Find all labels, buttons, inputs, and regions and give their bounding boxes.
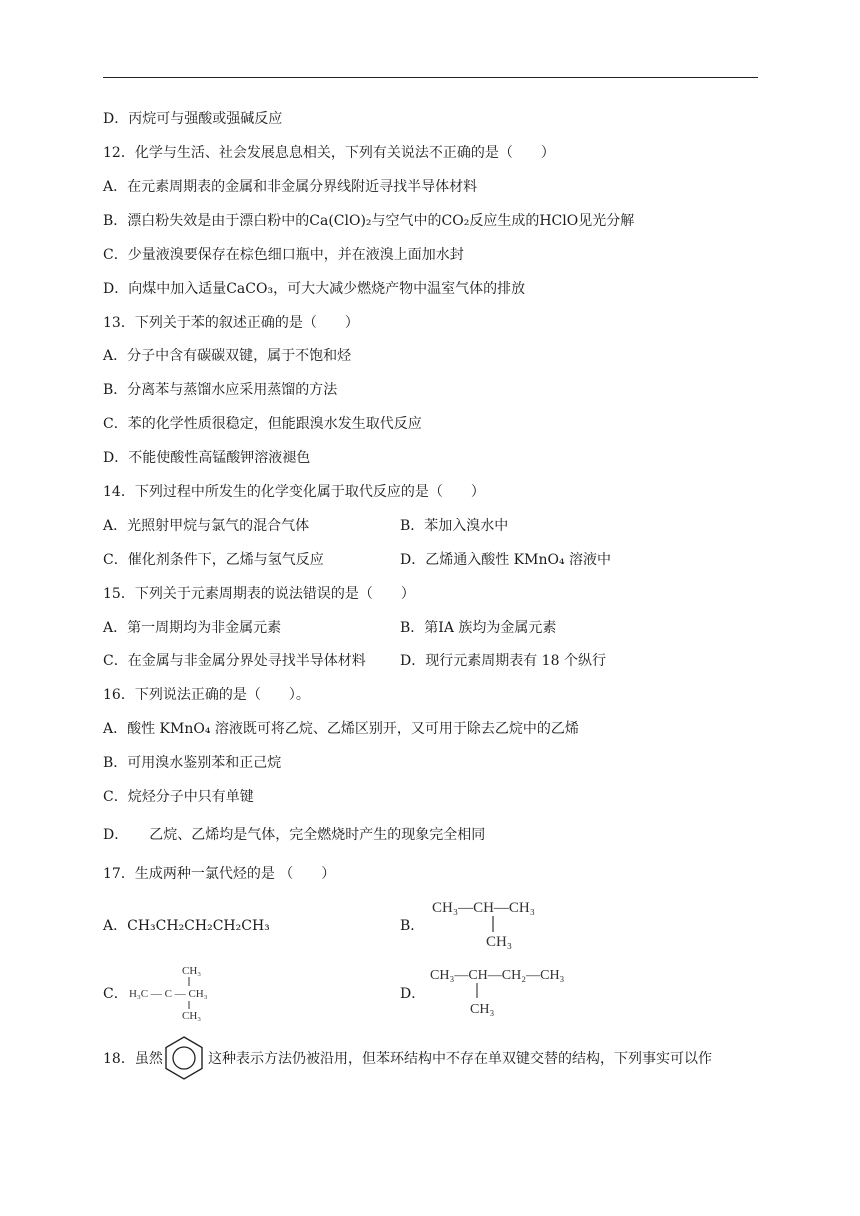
q14-option-b: B．苯加入溴水中 [400,518,509,534]
formula-d-main: CH₃—CH—CH₂—CH₃ [430,968,565,983]
q16-option-d: D． 乙烷、乙烯均是气体，完全燃烧时产生的现象完全相同 [103,827,486,843]
q15-option-d: D．现行元素周期表有 18 个纵行 [400,653,606,669]
header-rule [103,77,758,78]
q17-option-b-formula [428,893,578,951]
q16-option-c: C．烷烃分子中只有单键 [103,789,254,805]
q17-option-d-formula [428,962,598,1020]
q17-option-b-label: B． [400,918,425,934]
q16-option-b: B．可用溴水鉴别苯和正己烷 [103,755,282,771]
q14-option-d: D．乙烯通入酸性 KMnO₄ 溶液中 [400,552,612,568]
q14-stem: 14．下列过程中所发生的化学变化属于取代反应的是（ ） [103,484,485,500]
q14-option-a: A．光照射甲烷与氯气的混合气体 [103,518,310,534]
q14-option-c: C．催化剂条件下，乙烯与氢气反应 [103,552,324,568]
q13-option-d: D．不能使酸性高锰酸钾溶液褪色 [103,450,311,466]
q15-stem: 15．下列关于元素周期表的说法错误的是（ ） [103,586,415,602]
q12-option-d: D．向煤中加入适量CaCO₃，可大大减少燃烧产物中温室气体的排放 [103,281,526,297]
q16-option-a: A．酸性 KMnO₄ 溶液既可将乙烷、乙烯区别开，又可用于除去乙烷中的乙烯 [103,721,579,737]
q17-option-c-formula [127,959,257,1023]
q18-suffix: 这种表示方法仍被沿用，但苯环结构中不存在单双键交替的结构，下列事实可以作 [208,1051,712,1067]
benzene-ring-icon [162,1035,206,1081]
q12-option-c: C．少量液溴要保存在棕色细口瓶中，并在液溴上面加水封 [103,247,464,263]
formula-c-bottom: CH₃ [182,1010,202,1022]
q12-option-b: B．漂白粉失效是由于漂白粉中的Ca(ClO)₂与空气中的CO₂反应生成的HClO见光分解 [103,213,635,229]
q16-stem: 16．下列说法正确的是（ ）。 [103,687,310,703]
q17-stem: 17．生成两种一氯代烃的是 （ ） [103,866,336,882]
q17-option-a: A．CH₃CH₂CH₂CH₂CH₃ [103,918,270,934]
q12-option-a: A．在元素周期表的金属和非金属分界线附近寻找半导体材料 [103,179,478,195]
q15-option-a: A．第一周期均为非金属元素 [103,620,282,636]
q17-option-d-label: D． [400,986,426,1002]
q13-option-a: A．分子中含有碳碳双键，属于不饱和烃 [103,348,352,364]
q18-prefix: 18．虽然 [103,1051,163,1067]
q13-option-c: C．苯的化学性质很稳定，但能跟溴水发生取代反应 [103,416,422,432]
formula-d-branch: CH₃ [470,1002,495,1017]
q15-option-c: C．在金属与非金属分界处寻找半导体材料 [103,653,366,669]
formula-b-branch: CH₃ [486,934,513,950]
q13-option-b: B．分离苯与蒸馏水应采用蒸馏的方法 [103,382,338,398]
q11-option-d: D．丙烷可与强酸或强碱反应 [103,111,283,127]
formula-c-mid: H₃C — C — CH₃ [129,988,208,1000]
q15-option-b: B．第ⅠA 族均为金属元素 [400,620,557,636]
q13-stem: 13．下列关于苯的叙述正确的是（ ） [103,315,359,331]
formula-b-main: CH₃—CH—CH₃ [432,900,535,916]
q17-option-c-label: C． [103,986,128,1002]
formula-c-top: CH₃ [182,965,202,977]
q12-stem: 12．化学与生活、社会发展息息相关，下列有关说法不正确的是（ ） [103,145,555,161]
